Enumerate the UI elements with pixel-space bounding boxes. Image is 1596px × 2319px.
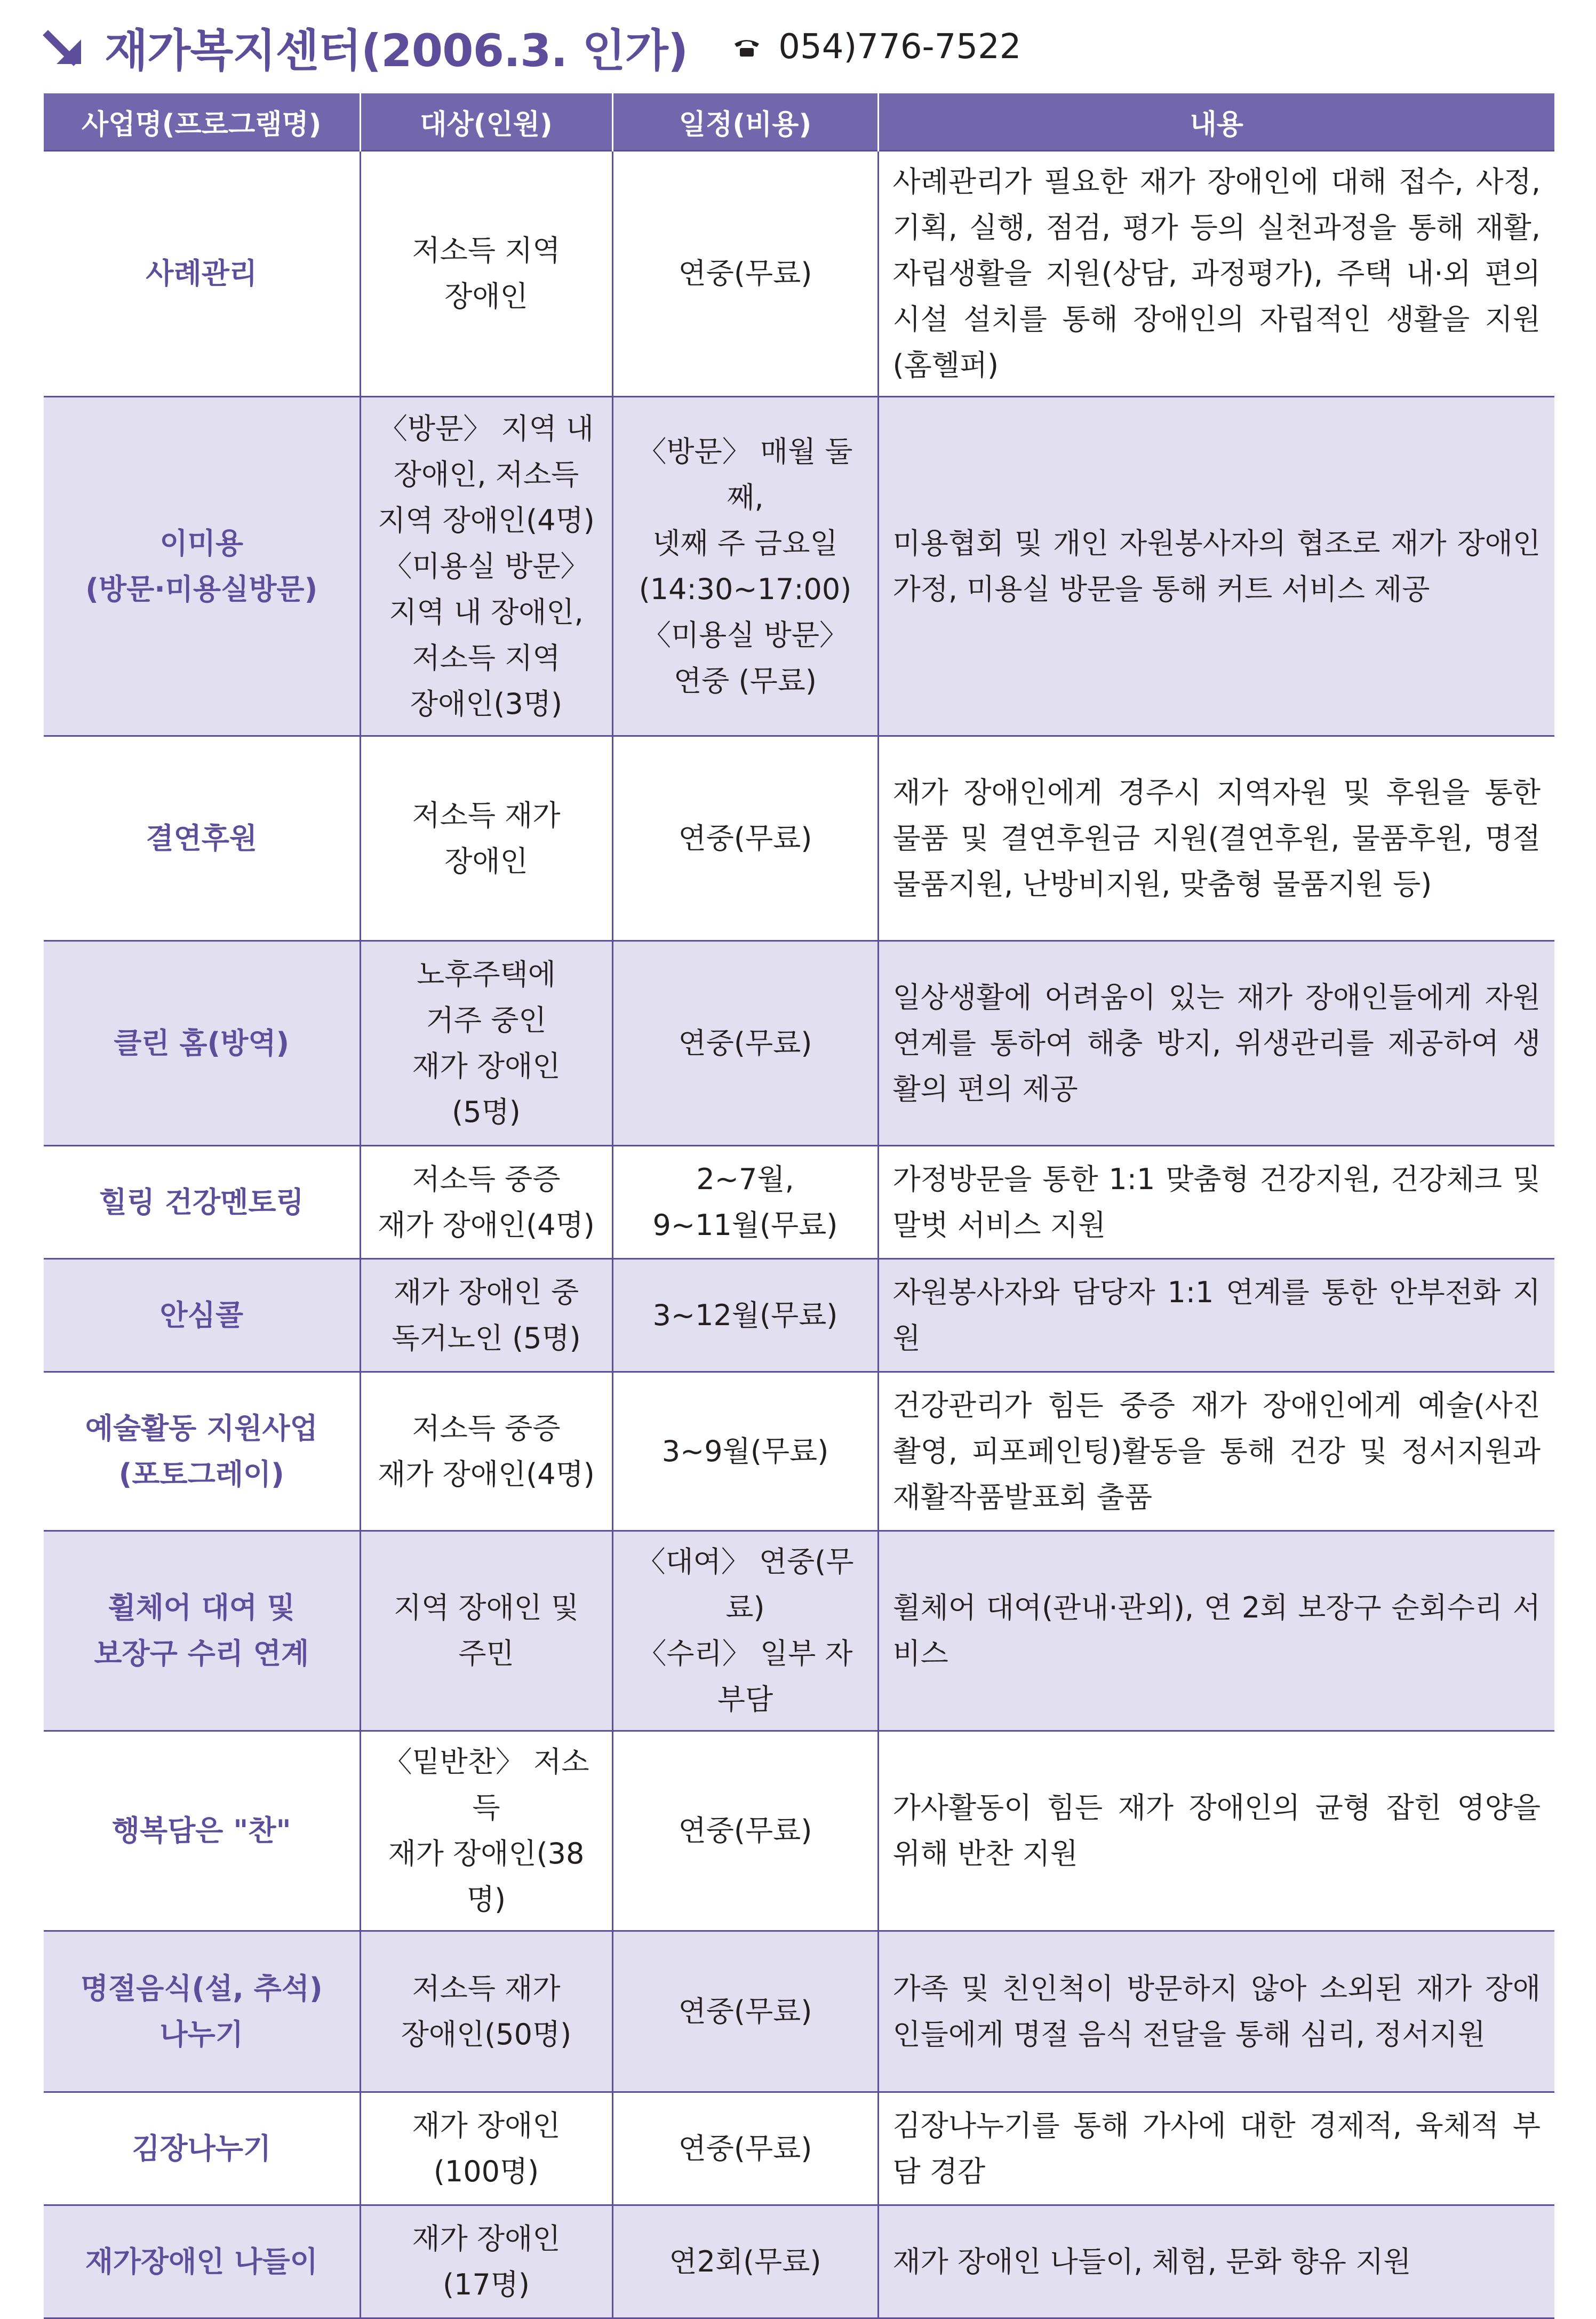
program-schedule: 연2회(무료) — [612, 2205, 878, 2318]
table-row — [44, 941, 1554, 1146]
table-row — [44, 1931, 1554, 2092]
program-target: 〈방문〉 지역 내 장애인, 저소득 지역 장애인(4명) 〈미용실 방문〉 지역 내 장애인, 저소득 지역 장애인(3명) — [360, 397, 612, 736]
program-schedule: 연중(무료) — [612, 941, 878, 1146]
program-content: 가족 및 친인척이 방문하지 않아 소외된 재가 장애인들에게 명절 음식 전달을 통해 심리, 정서지원 — [878, 1931, 1554, 2092]
program-name: 재가장애인 나들이 — [44, 2205, 360, 2318]
program-name: 이미용 (방문·미용실방문) — [44, 397, 360, 736]
program-target: 노후주택에 거주 중인 재가 장애인 (5명) — [360, 941, 612, 1146]
program-content: 건강관리가 힘든 중증 재가 장애인에게 예술(사진 촬영, 피포페인팅)활동을 통해 건강 및 정서지원과 재활작품발표회 출품 — [878, 1372, 1554, 1531]
program-name: 예술활동 지원사업 (포토그레이) — [44, 1372, 360, 1531]
program-schedule: 3~12월(무료) — [612, 1259, 878, 1372]
table-row — [44, 1531, 1554, 1731]
table-row — [44, 1259, 1554, 1372]
program-target: 저소득 중증 재가 장애인(4명) — [360, 1146, 612, 1259]
page-header — [43, 15, 1022, 79]
program-name: 사례관리 — [44, 151, 360, 397]
header-program-name: 사업명(프로그램명) — [44, 93, 360, 151]
program-target: 저소득 지역 장애인 — [360, 151, 612, 397]
program-target: 지역 장애인 및 주민 — [360, 1531, 612, 1731]
table-row — [44, 736, 1554, 941]
program-schedule: 연중(무료) — [612, 1731, 878, 1931]
program-target: 재가 장애인 중 독거노인 (5명) — [360, 1259, 612, 1372]
header-schedule: 일정(비용) — [612, 93, 878, 151]
program-table — [44, 93, 1554, 2319]
program-content: 미용협회 및 개인 자원봉사자의 협조로 재가 장애인 가정, 미용실 방문을 통해 커트 서비스 제공 — [878, 397, 1554, 736]
phone-icon — [733, 36, 760, 58]
table-row — [44, 1146, 1554, 1259]
program-name: 힐링 건강멘토링 — [44, 1146, 360, 1259]
table-row — [44, 151, 1554, 397]
program-content: 재가 장애인에게 경주시 지역자원 및 후원을 통한 물품 및 결연후원금 지원(결연후원, 물품후원, 명절물품지원, 난방비지원, 맞춤형 물품지원 등) — [878, 736, 1554, 941]
table-row — [44, 2205, 1554, 2318]
program-name: 김장나누기 — [44, 2092, 360, 2205]
table-header-row — [44, 93, 1554, 151]
program-content: 자원봉사자와 담당자 1:1 연계를 통한 안부전화 지원 — [878, 1259, 1554, 1372]
program-schedule: 〈방문〉 매월 둘째, 넷째 주 금요일 (14:30~17:00) 〈미용실 방문〉 연중 (무료) — [612, 397, 878, 736]
program-schedule: 2~7월, 9~11월(무료) — [612, 1146, 878, 1259]
program-schedule: 연중(무료) — [612, 151, 878, 397]
program-name: 명절음식(설, 추석) 나누기 — [44, 1931, 360, 2092]
table-row — [44, 1372, 1554, 1531]
header-target: 대상(인원) — [360, 93, 612, 151]
table-row — [44, 2092, 1554, 2205]
table-row — [44, 397, 1554, 736]
program-schedule: 〈대여〉 연중(무료) 〈수리〉 일부 자부담 — [612, 1531, 878, 1731]
program-schedule: 연중(무료) — [612, 736, 878, 941]
phone-number: 054)776-7522 — [778, 27, 1022, 67]
program-name: 안심콜 — [44, 1259, 360, 1372]
program-content: 가정방문을 통한 1:1 맞춤형 건강지원, 건강체크 및 말벗 서비스 지원 — [878, 1146, 1554, 1259]
program-name: 행복담은 "찬" — [44, 1731, 360, 1931]
header-content: 내용 — [878, 93, 1554, 151]
program-name: 결연후원 — [44, 736, 360, 941]
program-content: 김장나누기를 통해 가사에 대한 경제적, 육체적 부담 경감 — [878, 2092, 1554, 2205]
page-title: 재가복지센터(2006.3. 인가) — [105, 24, 688, 77]
program-name: 클린 홈(방역) — [44, 941, 360, 1146]
program-schedule: 연중(무료) — [612, 1931, 878, 2092]
program-schedule: 연중(무료) — [612, 2092, 878, 2205]
program-content: 가사활동이 힘든 재가 장애인의 균형 잡힌 영양을 위해 반찬 지원 — [878, 1731, 1554, 1931]
program-target: 저소득 중증 재가 장애인(4명) — [360, 1372, 612, 1531]
table-row — [44, 1731, 1554, 1931]
program-target: 재가 장애인 (17명) — [360, 2205, 612, 2318]
program-content: 재가 장애인 나들이, 체험, 문화 향유 지원 — [878, 2205, 1554, 2318]
program-content: 휠체어 대여(관내·관외), 연 2회 보장구 순회수리 서비스 — [878, 1531, 1554, 1731]
program-content: 일상생활에 어려움이 있는 재가 장애인들에게 자원연계를 통하여 해충 방지, 위생관리를 제공하여 생활의 편의 제공 — [878, 941, 1554, 1146]
program-target: 저소득 재가 장애인 — [360, 736, 612, 941]
program-target: 저소득 재가 장애인(50명) — [360, 1931, 612, 2092]
program-content: 사례관리가 필요한 재가 장애인에 대해 접수, 사정, 기획, 실행, 점검, 평가 등의 실천과정을 통해 재활, 자립생활을 지원(상담, 과정평가), 주택 내·외 편의시설 설치를 통해 장애인의 자립적인 생활을 지원(홈헬퍼) — [878, 151, 1554, 397]
program-name: 휠체어 대여 및 보장구 수리 연계 — [44, 1531, 360, 1731]
program-schedule: 3~9월(무료) — [612, 1372, 878, 1531]
arrow-down-right-icon — [43, 26, 85, 68]
program-target: 〈밑반찬〉 저소득 재가 장애인(38명) — [360, 1731, 612, 1931]
program-target: 재가 장애인 (100명) — [360, 2092, 612, 2205]
